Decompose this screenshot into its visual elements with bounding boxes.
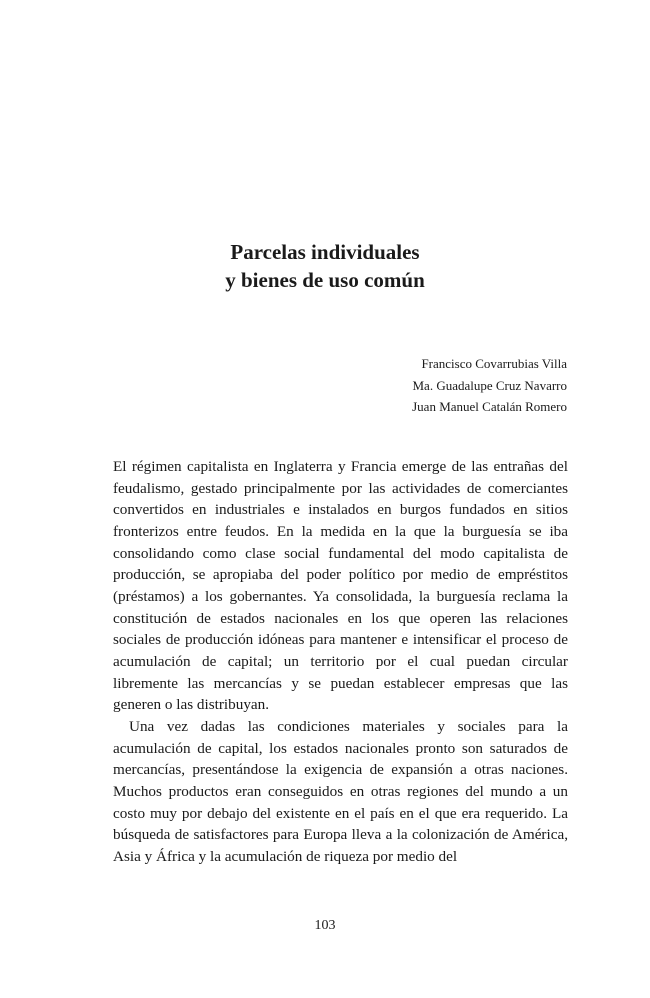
author-name: Ma. Guadalupe Cruz Navarro [412,377,567,393]
paragraph: El régimen capitalista en Inglaterra y Francia emerge de las entrañas del feudalismo, gestado principalmente por las actividades de comerciantes convertidos en industriales e instalados en burgos fundados en sitios fronterizos entre feudos. En la medida en la que la burguesía se iba consolidando como clase social fundamental del modo capitalista de producción, se apropiaba del poder político por medio de empréstitos (préstamos) a los gobernantes. Ya consolidada, la burguesía reclama la constitución de estados nacionales en los que operen las relaciones sociales de producción idóneas para mantener e intensificar el proceso de acumulación de capital; un territorio por el cual puedan circular libremente las mercancías y se puedan establecer empresas que las generen o las distribuyan. [113,458,568,714]
chapter-title-line-1: Parcelas individuales [230,240,420,264]
page-number: 103 [314,918,336,933]
author-name: Juan Manuel Catalán Romero [412,399,567,414]
author-list [412,353,567,418]
chapter-title [0,238,650,294]
author-name: Francisco Covarrubias Villa [421,356,567,371]
paragraph: Una vez dadas las condiciones materiales y sociales para la acumulación de capital, los estados nacionales pronto son saturados de mercancías, presentándose la exigencia de expansión a otras naciones. Muchos productos eran conseguidos en otras regiones del mundo a un costo muy por debajo del existente en el país en el que era requerido. La búsqueda de satisfactores para Europa lleva a la colonización de América, Asia y África y la acumulación de riqueza por medio del [113,717,568,865]
chapter-title-line-2: y bienes de uso común [225,268,425,292]
body-text [113,456,568,867]
